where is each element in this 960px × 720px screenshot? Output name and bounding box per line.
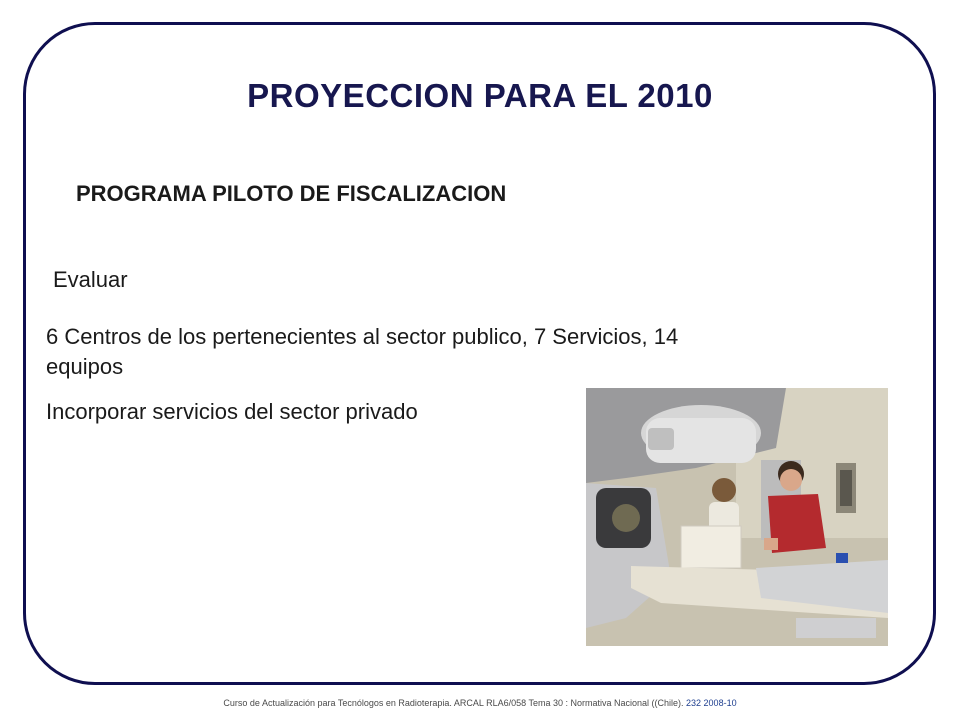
evaluar-label: Evaluar [53,267,128,292]
footer [0,698,960,708]
item-public-sector-line1: 6 Centros de los pertenecientes al sector publico, 7 Servicios, 14 [46,324,679,349]
footer-code: 232 2008-10 [686,698,737,708]
slide-subtitle: PROGRAMA PILOTO DE FISCALIZACION [76,181,507,206]
item-private-sector: Incorporar servicios del sector privado [46,399,418,424]
slide-title: PROYECCION PARA EL 2010 [247,77,713,114]
item-public-sector-line2: equipos [46,354,124,379]
footer-text: Curso de Actualización para Tecnólogos en Radioterapia. ARCAL RLA6/058 Tema 30 : Normativa Nacional ((Chile). [223,698,684,708]
radiotherapy-room-photo [586,388,888,646]
